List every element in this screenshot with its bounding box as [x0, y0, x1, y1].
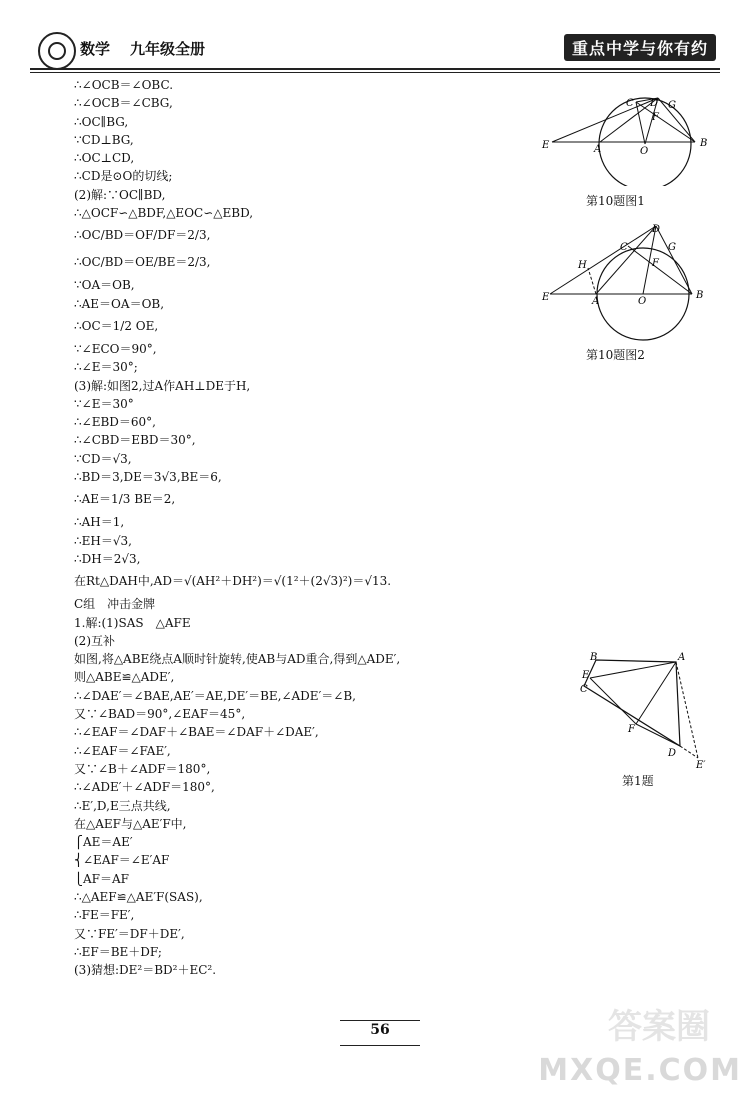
text-line: ⎧AE＝AE′	[74, 835, 133, 850]
watermark: MXQE.COM	[538, 1053, 742, 1088]
text-line: ∴△OCF∽△BDF,△EOC∽△EBD,	[74, 206, 254, 221]
text-line: ∴DH＝2√3,	[74, 551, 141, 566]
text-line: ∵CD⊥BG,	[74, 132, 134, 147]
text-line: 在Rt△DAH中,AD＝√(AH²＋DH²)＝√(1²＋(2√3)²)＝√13.	[74, 574, 392, 589]
header-rule	[30, 68, 720, 70]
text-line: ∴AH＝1,	[74, 515, 125, 530]
svg-text:D: D	[668, 748, 677, 759]
text-line: 又∵∠B＋∠ADF＝180°,	[74, 761, 211, 776]
text-line: ∴∠OCB＝∠OBC.	[74, 78, 174, 92]
text-line: ∴OC/BD＝OE/BE＝2/3,	[74, 255, 211, 270]
svg-text:C: C	[620, 242, 628, 253]
page-footer	[340, 1020, 420, 1046]
figure-10-2-caption: 第10题图2	[586, 348, 645, 362]
text-line: ∴∠ADE′＋∠ADF＝180°,	[74, 780, 215, 795]
figure-10-1-caption: 第10题图1	[586, 194, 645, 208]
page-number: 56	[370, 1022, 390, 1038]
text-line: ∴BD＝3,DE＝3√3,BE＝6,	[74, 470, 222, 485]
figure-1	[580, 650, 710, 770]
svg-text:D: D	[652, 224, 661, 235]
text-line: ∴∠CBD＝EBD＝30°,	[74, 433, 196, 448]
svg-text:G: G	[668, 242, 676, 253]
svg-text:A: A	[594, 144, 602, 155]
text-line: 则△ABE≌△ADE′,	[74, 670, 175, 685]
text-line: 又∵∠BAD＝90°,∠EAF＝45°,	[74, 707, 246, 722]
page-header	[30, 28, 720, 70]
svg-text:B: B	[696, 290, 704, 301]
book-logo-icon	[38, 32, 76, 70]
text-line: ∴CD是⊙O的切线;	[74, 169, 173, 184]
svg-text:E: E	[542, 140, 550, 151]
text-line: ∴E′,D,E三点共线,	[74, 798, 171, 813]
svg-text:E: E	[582, 670, 590, 681]
text-line: 如图,将△ABE绕点A顺时针旋转,使AB与AD重合,得到△ADE′,	[74, 652, 401, 667]
text-line: (2)互补	[74, 633, 115, 648]
text-line: ∴OC∥BG,	[74, 114, 129, 129]
text-line: ∴△AEF≌△AE′F(SAS),	[74, 889, 203, 904]
header-grade: 九年级全册	[130, 40, 206, 58]
header-rule-thin	[30, 72, 720, 73]
svg-text:O: O	[640, 146, 649, 157]
text-line: ∵∠E＝30°	[74, 396, 134, 411]
header-subject: 数学	[80, 40, 111, 58]
text-line: ∴OC⊥CD,	[74, 151, 135, 166]
text-line: ⎩AF＝AF	[74, 871, 129, 886]
text-line: ∵∠ECO＝90°,	[74, 341, 157, 356]
text-line: ∵CD＝√3,	[74, 451, 132, 466]
svg-text:F: F	[652, 258, 659, 269]
text-line: ∴OC＝1/2 OE,	[74, 318, 159, 333]
watermark-cn: 答案圈	[608, 1007, 710, 1047]
text-line: ∴FE＝FE′,	[74, 908, 135, 923]
svg-text:C: C	[580, 684, 588, 695]
text-line: (2)解:∵OC∥BD,	[74, 187, 166, 202]
text-line: ∴∠EBD＝60°,	[74, 415, 156, 430]
svg-text:O: O	[638, 296, 647, 307]
text-line: 在△AEF与△AE′F中,	[74, 816, 187, 831]
svg-text:F: F	[652, 112, 659, 123]
svg-text:G: G	[668, 100, 676, 111]
text-line: 1.解:(1)SAS △AFE	[74, 615, 191, 630]
text-line: (3)猜想:DE²＝BD²＋EC².	[74, 963, 217, 978]
svg-text:F: F	[628, 724, 635, 735]
text-line: (3)解:如图2,过A作AH⊥DE于H,	[74, 378, 251, 393]
text-line: ∴EH＝√3,	[74, 533, 132, 548]
solution-text	[74, 76, 574, 979]
text-line: ∴AE＝1/3 BE＝2,	[74, 492, 176, 507]
svg-text:C: C	[626, 98, 634, 109]
svg-text:A: A	[592, 296, 600, 307]
text-line: ∴OC/BD＝OF/DF＝2/3,	[74, 228, 211, 243]
text-line: ∴∠EAF＝∠DAF＋∠BAE＝∠DAF＋∠DAE′,	[74, 725, 319, 740]
text-line: ∴AE＝OA＝OB,	[74, 296, 165, 311]
text-line: ∴∠E＝30°;	[74, 360, 138, 375]
svg-text:H: H	[578, 260, 587, 271]
svg-text:B: B	[700, 138, 708, 149]
figure-1-caption: 第1题	[622, 774, 654, 788]
figure-10-1	[540, 96, 720, 186]
svg-text:E: E	[542, 292, 550, 303]
svg-text:B: B	[590, 652, 598, 663]
text-line: 又∵FE′＝DF＋DE′,	[74, 926, 185, 941]
svg-text:E′: E′	[696, 760, 706, 770]
header-brand: 重点中学与你有约	[564, 34, 716, 61]
text-line: ∵OA＝OB,	[74, 278, 135, 293]
text-line: ∴∠OCB＝∠CBG,	[74, 96, 173, 111]
text-line: C组 冲击金牌	[74, 597, 156, 612]
text-line: ∴EF＝BE＋DF;	[74, 944, 162, 959]
text-line: ∴∠DAE′＝∠BAE,AE′＝AE,DE′＝BE,∠ADE′＝∠B,	[74, 688, 356, 703]
svg-text:A: A	[678, 652, 686, 663]
fig1-label: D	[650, 98, 659, 109]
figure-10-2	[540, 222, 720, 342]
text-line: ∴∠EAF＝∠FAE′,	[74, 743, 171, 758]
text-line: ⎨∠EAF＝∠E′AF	[74, 853, 170, 868]
